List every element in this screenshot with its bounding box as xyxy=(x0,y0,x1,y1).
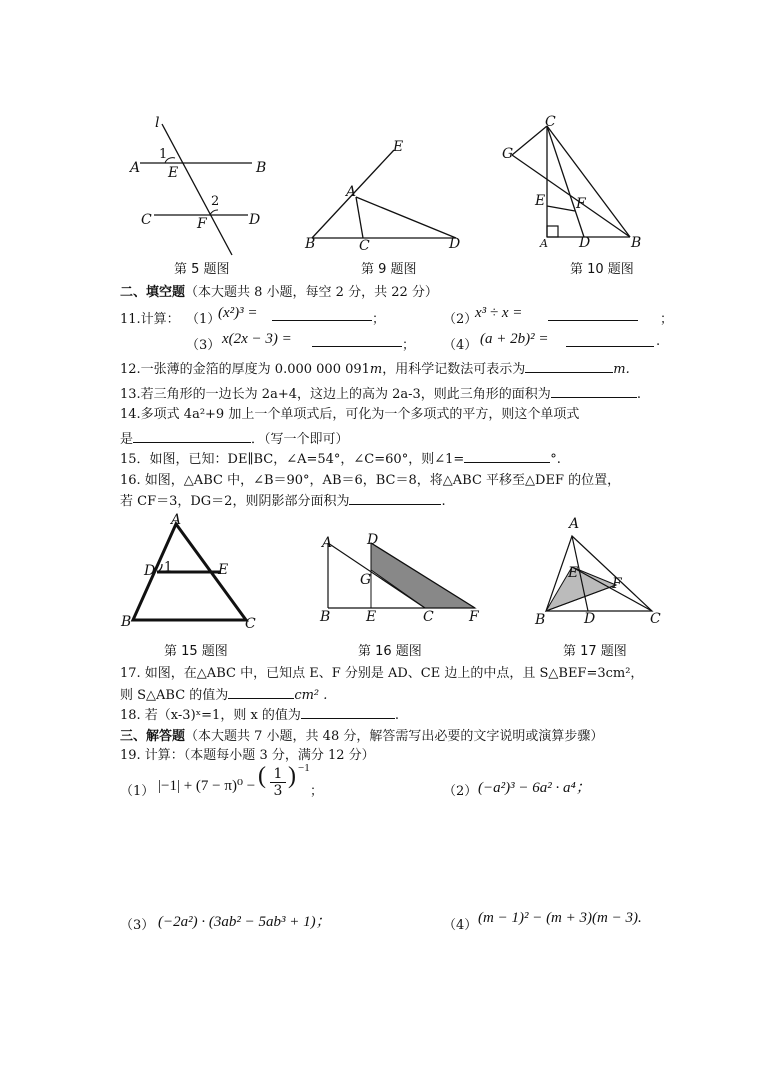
q19-fraction-close: ) xyxy=(288,763,296,789)
q11-expr1: (x²)³ = xyxy=(218,305,258,321)
q18-answer-blank[interactable] xyxy=(301,706,395,719)
fig5-label-B: B xyxy=(256,160,267,176)
q19-expr1: |−1| + (7 − π)⁰ − xyxy=(158,778,256,794)
q17-line1: 17. 如图，在△ABC 中，已知点 E、F 分别是 AD、CE 边上的中点，且 S△BEF=3cm²， xyxy=(120,666,644,681)
q19-fraction-body xyxy=(270,766,286,799)
q14-line2 xyxy=(120,428,349,447)
fig10-label-B: B xyxy=(631,235,642,251)
fig15-label-A: A xyxy=(171,512,182,528)
q11-expr4: (a + 2b)² = xyxy=(480,331,549,347)
fig15-caption: 第 15 题图 xyxy=(164,644,228,659)
q11-answer-blank-1[interactable] xyxy=(272,308,372,321)
q19-expr2: (−a²)³ − 6a² · a⁴； xyxy=(478,780,591,796)
figure-9 xyxy=(300,140,470,250)
section3-desc: （本大题共 7 小题，共 48 分，解答需写出必要的文字说明或演算步骤） xyxy=(185,729,604,744)
q14-line1: 14.多项式 4a²+9 加上一个单项式后，可化为一个多项式的平方，则这个单项式 xyxy=(120,407,580,422)
q14-answer-blank[interactable] xyxy=(133,430,251,443)
fig5-label-F: F xyxy=(197,216,207,232)
fig5-label-1: 1 xyxy=(159,147,168,162)
q19-expr4: (m − 1)² − (m + 3)(m − 3). xyxy=(478,910,642,926)
section3-heading: 三、解答题 xyxy=(120,729,186,744)
fig9-caption: 第 9 题图 xyxy=(361,262,417,277)
q17-line2 xyxy=(120,684,327,703)
q16-end: . xyxy=(441,494,446,509)
q11-semicolon-1: ； xyxy=(372,312,386,327)
q11-semicolon-3: ； xyxy=(402,338,416,353)
figure-16 xyxy=(315,530,485,615)
fig5-label-C: C xyxy=(141,212,152,228)
q18-line xyxy=(120,704,399,723)
fig17-label-D: D xyxy=(584,611,596,627)
q16-line2-text: 若 CF＝3，DG＝2，则阴影部分面积为 xyxy=(120,494,350,509)
q14-line2a: 是 xyxy=(120,432,134,447)
figure-10 xyxy=(500,116,650,246)
q15-answer-blank[interactable] xyxy=(464,450,550,463)
figure-15 xyxy=(118,510,268,630)
fig9-label-D: D xyxy=(449,236,461,252)
q12-mid: ，用科学记数法可表示为 xyxy=(382,362,526,377)
fig9-label-C: C xyxy=(359,238,370,254)
q19-frac-num: 1 xyxy=(270,766,286,783)
fig10-label-G: G xyxy=(502,146,514,162)
fig10-label-E: E xyxy=(535,193,546,209)
q13-answer-blank[interactable] xyxy=(551,385,637,398)
q12-unit: m xyxy=(369,362,383,377)
q19-frac-den: 3 xyxy=(273,783,283,799)
q19-part4-num: （4） xyxy=(443,918,478,933)
q19-expr3: (−2a²) · (3ab² − 5ab³ + 1)； xyxy=(158,914,331,930)
figure-5 xyxy=(120,112,280,262)
q19-exponent: −1 xyxy=(298,762,310,774)
q11-expr2: x³ ÷ x = xyxy=(475,305,523,321)
q11-part4-num: （4） xyxy=(443,338,478,353)
fig15-label-C: C xyxy=(245,616,256,632)
fig15-label-1: 1 xyxy=(164,560,173,575)
fig10-caption: 第 10 题图 xyxy=(570,262,634,277)
fig16-label-C: C xyxy=(423,609,434,625)
q11-part2-num: （2） xyxy=(443,312,478,327)
section2-heading: 二、填空题 xyxy=(120,285,186,300)
q15-text: 15．如图，已知：DE∥BC，∠A=54°，∠C=60°，则∠1= xyxy=(120,452,465,467)
q17-line2b: cm² . xyxy=(294,688,328,703)
section2-title xyxy=(120,281,438,300)
fig17-label-F: F xyxy=(612,576,622,592)
fig9-label-B: B xyxy=(305,236,316,252)
q15-end: °. xyxy=(550,452,561,467)
q12-tail: m. xyxy=(613,362,630,377)
q16-line2 xyxy=(120,490,446,509)
fig5-label-l: l xyxy=(155,115,160,131)
fig9-label-A: A xyxy=(346,184,357,200)
q19-lead: 19. 计算：（本题每小题 3 分，满分 12 分） xyxy=(120,748,375,763)
q19-part3-num: （3） xyxy=(120,918,155,933)
section3-title xyxy=(120,725,603,744)
q13-text: 13.若三角形的一边长为 2a+4，这边上的高为 2a-3，则此三角形的面积为 xyxy=(120,387,551,402)
fig5-label-2: 2 xyxy=(211,194,220,209)
fig9-label-E: E xyxy=(393,139,404,155)
q11-expr3: x(2x − 3) = xyxy=(222,331,292,347)
q13-line xyxy=(120,383,641,402)
fig5-caption: 第 5 题图 xyxy=(174,262,230,277)
q17-answer-blank[interactable] xyxy=(228,686,294,699)
fig10-label-D: D xyxy=(579,235,591,251)
fig17-label-B: B xyxy=(535,612,546,628)
fig15-label-D: D xyxy=(144,563,156,579)
fig10-label-C: C xyxy=(545,114,556,130)
q11-answer-blank-4[interactable] xyxy=(566,334,654,347)
fig17-label-E: E xyxy=(568,565,579,581)
q11-part3-num: （3） xyxy=(186,338,221,353)
q16-line1: 16. 如图，△ABC 中，∠B＝90°，AB＝6，BC＝8，将△ABC 平移至△DEF 的位置， xyxy=(120,473,621,488)
q18-end: . xyxy=(394,708,400,723)
q11-answer-blank-2[interactable] xyxy=(548,308,638,321)
fig16-label-D: D xyxy=(367,532,379,548)
q11-semicolon-2: ； xyxy=(660,312,674,327)
fig17-label-C: C xyxy=(650,611,661,627)
fig10-label-F: F xyxy=(576,196,586,212)
fig16-label-A: A xyxy=(322,535,333,551)
fig15-label-B: B xyxy=(121,614,132,630)
q12-answer-blank[interactable] xyxy=(525,360,613,373)
q12-text: 12.一张薄的金箔的厚度为 0.000 000 091 xyxy=(120,362,370,377)
q11-lead: 11.计算： xyxy=(120,312,180,327)
q11-answer-blank-3[interactable] xyxy=(312,334,402,347)
q15-line xyxy=(120,448,561,467)
q19-fraction: ( xyxy=(258,763,266,789)
fig16-label-E: E xyxy=(366,609,377,625)
q19-semicolon: ； xyxy=(310,784,324,799)
q11-period: . xyxy=(656,334,661,349)
fig15-label-E: E xyxy=(218,562,229,578)
q19-part1-num: （1） xyxy=(120,784,155,799)
fig17-caption: 第 17 题图 xyxy=(563,644,627,659)
figure-17 xyxy=(530,520,670,620)
q17-line2a: 则 S△ABC 的值为 xyxy=(120,688,229,703)
fig5-label-A: A xyxy=(130,160,141,176)
fig16-label-B: B xyxy=(320,609,331,625)
fig5-label-D: D xyxy=(249,212,261,228)
q13-end: . xyxy=(636,387,641,402)
fig16-caption: 第 16 题图 xyxy=(358,644,422,659)
q19-part2-num: （2） xyxy=(443,784,478,799)
section2-desc: （本大题共 8 小题，每空 2 分，共 22 分） xyxy=(185,285,438,300)
fig5-label-E: E xyxy=(168,165,179,181)
q14-line2b: ．（写一个即可） xyxy=(251,432,349,447)
q18-text: 18. 若（x-3)ˣ=1，则 x 的值为 xyxy=(120,708,301,723)
q11-part1-num: （1） xyxy=(186,312,221,327)
q16-answer-blank[interactable] xyxy=(349,492,441,505)
fig10-label-A: A xyxy=(540,237,548,250)
fig16-label-F: F xyxy=(469,609,479,625)
q12-line xyxy=(120,358,630,377)
fig17-label-A: A xyxy=(569,516,580,532)
fig16-label-G: G xyxy=(360,572,372,588)
